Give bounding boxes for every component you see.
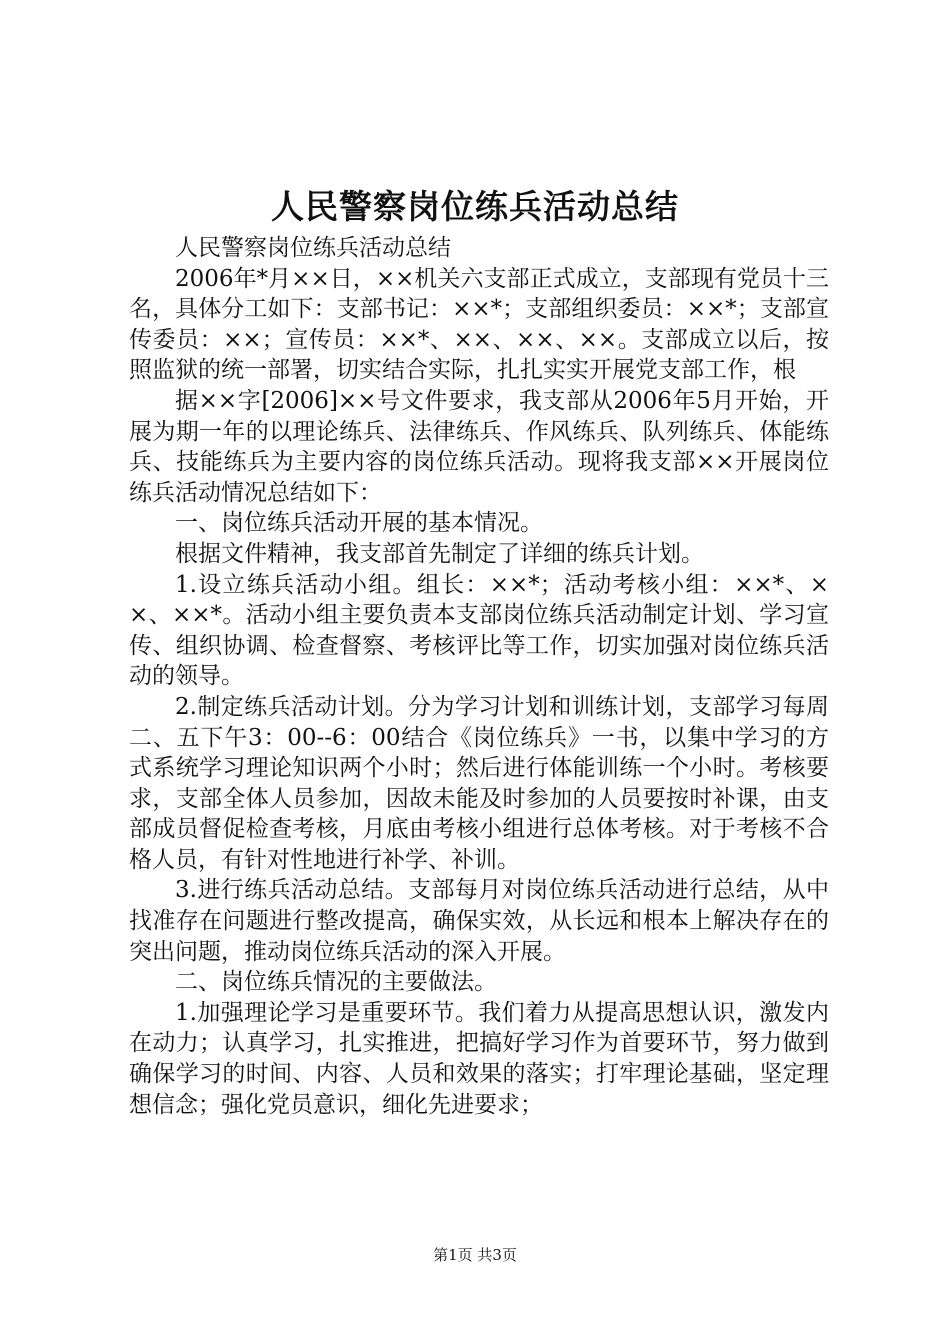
list-item-3: 3.进行练兵活动总结。支部每月对岗位练兵活动进行总结，从中找准存在问题进行整改提高，确保实效，从长远和根本上解决存在的突出问题，推动岗位练兵活动的深入开展。	[129, 877, 829, 965]
section-heading-2: 二、岗位练兵情况的主要做法。	[175, 969, 497, 996]
document-body	[129, 233, 829, 1120]
paragraph-plan: 根据文件精神，我支部首先制定了详细的练兵计划。	[175, 540, 704, 567]
paragraph-subtitle: 人民警察岗位练兵活动总结	[175, 235, 451, 261]
list-item-2: 2.制定练兵活动计划。分为学习计划和训练计划，支部学习每周二、五下午3：00--6：00结合《岗位练兵》一书，以集中学习的方式系统学习理论知识两个小时；然后进行体能训练一个小时。考核要求，支部全体人员参加，因故未能及时参加的人员要按时补课，由支部成员督促检查考核，月底由考核小组进行总体考核。对于考核不合格人员，有针对性地进行补学、补训。	[129, 693, 829, 873]
paragraph-basis: 据××字[2006]××号文件要求，我支部从2006年5月开始，开展为期一年的以理论练兵、法律练兵、作风练兵、队列练兵、体能练兵、技能练兵为主要内容的岗位练兵活动。现将我支部××开展岗位练兵活动情况总结如下：	[129, 387, 829, 506]
paragraph-intro: 2006年*月××日，××机关六支部正式成立，支部现有党员十三名，具体分工如下：支部书记：××*；支部组织委员：××*；支部宣传委员：××；宣传员：××*、××、××、××。支部成立以后，按照监狱的统一部署，切实结合实际，扎扎实实开展党支部工作，根	[129, 265, 829, 384]
list-item-1: 1.设立练兵活动小组。组长：××*；活动考核小组：××*、××、××*。活动小组主要负责本支部岗位练兵活动制定计划、学习宣传、组织协调、检查督察、考核评比等工作，切实加强对岗位练兵活动的领导。	[129, 571, 829, 690]
document-title: 人民警察岗位练兵活动总结	[271, 187, 679, 226]
page-footer: 第1页 共3页	[433, 1246, 517, 1264]
section-heading-1: 一、岗位练兵活动开展的基本情况。	[175, 510, 543, 537]
list-item-4: 1.加强理论学习是重要环节。我们着力从提高思想认识，激发内在动力；认真学习，扎实推进，把搞好学习作为首要环节，努力做到确保学习的时间、内容、人员和效果的落实；打牢理论基础，坚定理想信念；强化党员意识，细化先进要求；	[129, 999, 829, 1118]
